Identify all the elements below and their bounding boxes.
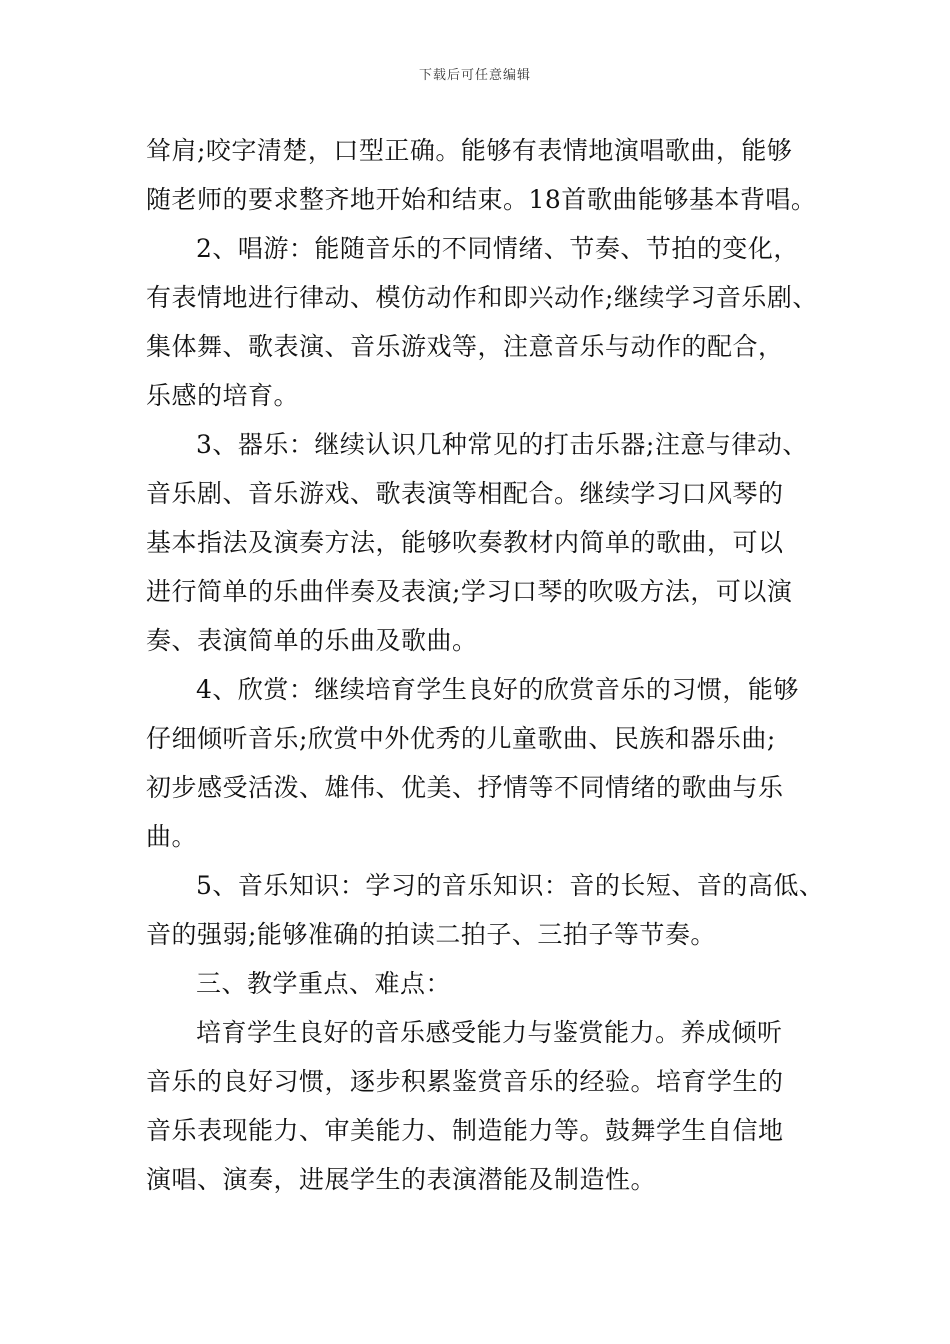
text-line: 3、器乐：继续认识几种常见的打击乐器;注意与律动、 bbox=[196, 430, 808, 459]
text-line: 初步感受活泼、雄伟、优美、抒情等不同情绪的歌曲与乐 bbox=[146, 773, 784, 802]
text-line: 奏、表演简单的乐曲及歌曲。 bbox=[146, 626, 478, 655]
text-line: 2、唱游：能随音乐的不同情绪、节奏、节拍的变化， bbox=[196, 234, 799, 263]
text-line: 5、音乐知识：学习的音乐知识：音的长短、音的高低、 bbox=[196, 871, 825, 900]
text-line: 音乐剧、音乐游戏、歌表演等相配合。继续学习口风琴的 bbox=[146, 479, 784, 508]
text-line: 音乐的良好习惯，逐步积累鉴赏音乐的经验。培育学生的 bbox=[146, 1067, 784, 1096]
text-line: 集体舞、歌表演、音乐游戏等，注意音乐与动作的配合， bbox=[146, 332, 784, 361]
text-line: 进行简单的乐曲伴奏及表演;学习口琴的吹吸方法，可以演 bbox=[146, 577, 793, 606]
text-line: 演唱、演奏，进展学生的表演潜能及制造性。 bbox=[146, 1165, 657, 1194]
section-heading: 三、教学重点、难点： bbox=[196, 969, 452, 998]
text-line: 乐感的培育。 bbox=[146, 381, 300, 410]
document-body bbox=[146, 126, 830, 1204]
page-header: 下载后可任意编辑 bbox=[418, 68, 531, 83]
paragraph-singing-games bbox=[146, 224, 830, 420]
text-line: 音的强弱;能够准确的拍读二拍子、三拍子等节奏。 bbox=[146, 920, 716, 949]
text-line: 耸肩;咬字清楚，口型正确。能够有表情地演唱歌曲，能够 bbox=[146, 136, 793, 165]
text-line: 音乐表现能力、审美能力、制造能力等。鼓舞学生自信地 bbox=[146, 1116, 784, 1145]
paragraph-instruments bbox=[146, 420, 830, 665]
paragraph-appreciation bbox=[146, 665, 830, 861]
text-line: 仔细倾听音乐;欣赏中外优秀的儿童歌曲、民族和器乐曲; bbox=[146, 724, 776, 753]
text-line: 曲。 bbox=[146, 822, 198, 851]
paragraph-key-points bbox=[146, 1008, 830, 1204]
text-line: 4、欣赏：继续培育学生良好的欣赏音乐的习惯，能够 bbox=[196, 675, 799, 704]
paragraph-singing-continued bbox=[146, 126, 830, 224]
text-line: 培育学生良好的音乐感受能力与鉴赏能力。养成倾听 bbox=[196, 1018, 783, 1047]
text-line: 随老师的要求整齐地开始和结束。18首歌曲能够基本背唱。 bbox=[146, 185, 817, 214]
text-line: 有表情地进行律动、模仿动作和即兴动作;继续学习音乐剧、 bbox=[146, 283, 818, 312]
text-line: 基本指法及演奏方法，能够吹奏教材内简单的歌曲，可以 bbox=[146, 528, 784, 557]
section-heading-key-points bbox=[146, 959, 830, 1008]
paragraph-music-knowledge bbox=[146, 861, 830, 959]
